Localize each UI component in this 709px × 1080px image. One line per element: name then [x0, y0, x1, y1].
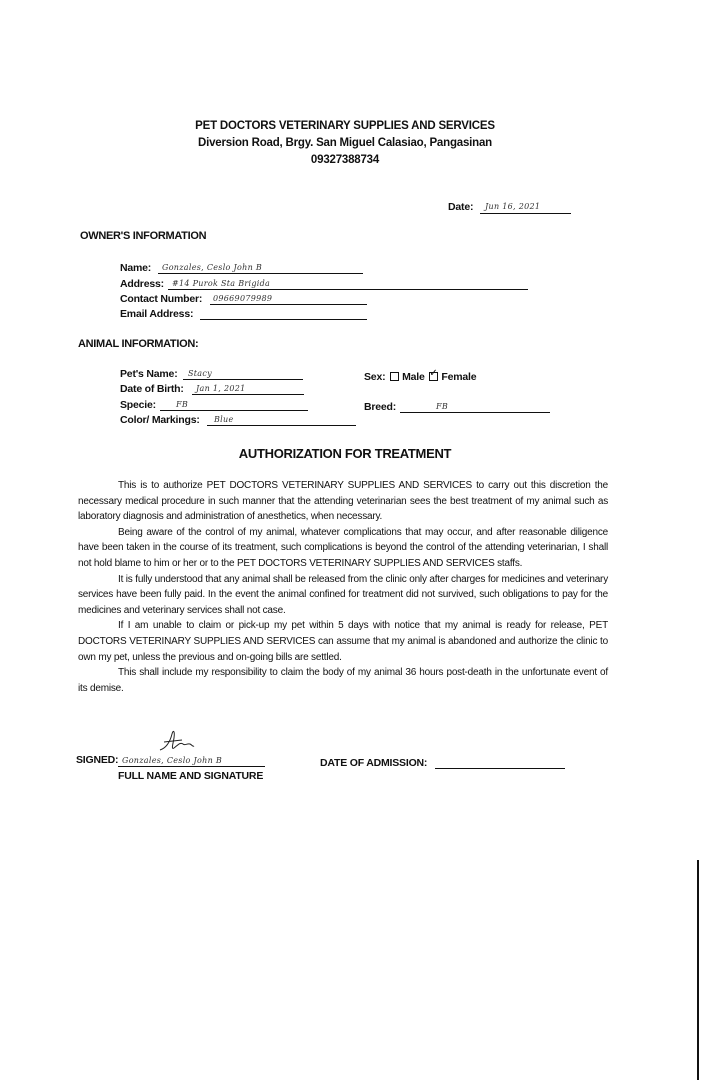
- authorization-paragraph: This shall include my responsibility to claim the body of my animal 36 hours post-death in the unfortunate event of its demise.: [78, 667, 608, 694]
- male-checkbox[interactable]: [390, 372, 399, 381]
- date-line: [480, 213, 571, 214]
- owner-email-line: [200, 319, 367, 320]
- owner-name-line: [158, 273, 363, 274]
- owner-name-label: Name:: [120, 262, 152, 274]
- owner-address-line: [168, 289, 528, 290]
- sex-label: Sex:: [364, 371, 386, 383]
- color-value[interactable]: Blue: [214, 415, 234, 424]
- animal-section-title: ANIMAL INFORMATION:: [78, 338, 199, 350]
- handwritten-signature: [156, 728, 196, 758]
- specie-value[interactable]: FB: [176, 400, 189, 409]
- date-value[interactable]: Jun 16, 2021: [485, 202, 541, 211]
- clinic-address: Diversion Road, Brgy. San Miguel Calasiao, Pangasinan: [197, 137, 492, 149]
- dob-value[interactable]: Jan 1, 2021: [196, 384, 246, 393]
- owner-contact-line: [210, 304, 367, 305]
- authorization-title: AUTHORIZATION FOR TREATMENT: [238, 446, 452, 461]
- color-label: Color/ Markings:: [120, 414, 200, 426]
- signed-label: SIGNED:: [76, 754, 119, 766]
- owner-email-label: Email Address:: [120, 308, 194, 320]
- dob-label: Date of Birth:: [120, 383, 184, 395]
- female-checkbox[interactable]: [429, 368, 438, 381]
- owner-contact-value[interactable]: 09669079989: [213, 294, 273, 303]
- breed-value[interactable]: FB: [436, 402, 449, 411]
- authorization-body: [78, 478, 608, 696]
- scan-edge: [697, 860, 699, 1080]
- signature-caption: FULL NAME AND SIGNATURE: [118, 770, 264, 782]
- sex-male-label: Male: [402, 371, 425, 383]
- owner-name-value[interactable]: Gonzales, Ceslo John B: [162, 263, 263, 272]
- breed-label: Breed:: [364, 401, 397, 413]
- authorization-paragraph: If I am unable to claim or pick-up my pet within 5 days with notice that my animal is ready for release, PET DOCTORS VETERINARY SUPPLIES AND SERVICES can assume that my animal is abandoned and authorize the clinic to own my pet, unless the previous and on-going bills are settled.: [78, 620, 608, 663]
- breed-line: [400, 412, 550, 413]
- admission-line: [435, 768, 565, 769]
- owner-address-label: Address:: [120, 278, 164, 290]
- authorization-paragraph: Being aware of the control of my animal, whatever complications that may occur, and after reasonable diligence have been taken in the course of its treatment, such complications is beyond the control of the attending veterinarian, I shall not hold blame to him or her or to the PET DOCTORS VETERINARY SUPPLIES AND SERVICES staffs.: [78, 526, 608, 569]
- specie-label: Specie:: [120, 399, 156, 411]
- owner-address-value[interactable]: #14 Purok Sta Brigida: [172, 279, 271, 288]
- owner-section-title: OWNER'S INFORMATION: [80, 230, 207, 242]
- authorization-paragraph: This is to authorize PET DOCTORS VETERINARY SUPPLIES AND SERVICES to carry out this discretion the necessary medical procedure in such manner that the attending veterinarian sees the best treatment of my animal such as laboratory diagnosis and administration of anesthetics, when necessary.: [78, 480, 608, 523]
- dob-line: [192, 394, 304, 395]
- checkmark-icon: ✓: [429, 368, 438, 379]
- clinic-name: PET DOCTORS VETERINARY SUPPLIES AND SERVICES: [195, 120, 495, 132]
- specie-line: [160, 410, 308, 411]
- signed-line: [118, 766, 265, 767]
- authorization-paragraph: It is fully understood that any animal shall be released from the clinic only after charges for medicines and veterinary services have been fully paid. In the event the animal confined for treatment did not survived, such obligations to pay for the medicines and veterinary services shall not case.: [78, 573, 608, 616]
- color-line: [207, 425, 356, 426]
- date-label: Date:: [448, 201, 474, 213]
- admission-label: DATE OF ADMISSION:: [320, 757, 428, 769]
- pet-name-value[interactable]: Stacy: [188, 369, 212, 378]
- signed-name[interactable]: Gonzales, Ceslo John B: [122, 756, 223, 765]
- owner-contact-label: Contact Number:: [120, 293, 203, 305]
- sex-field: [364, 368, 477, 383]
- pet-name-label: Pet's Name:: [120, 368, 178, 380]
- pet-name-line: [183, 379, 303, 380]
- clinic-phone: 09327388734: [310, 154, 380, 166]
- sex-female-label: Female: [441, 371, 477, 383]
